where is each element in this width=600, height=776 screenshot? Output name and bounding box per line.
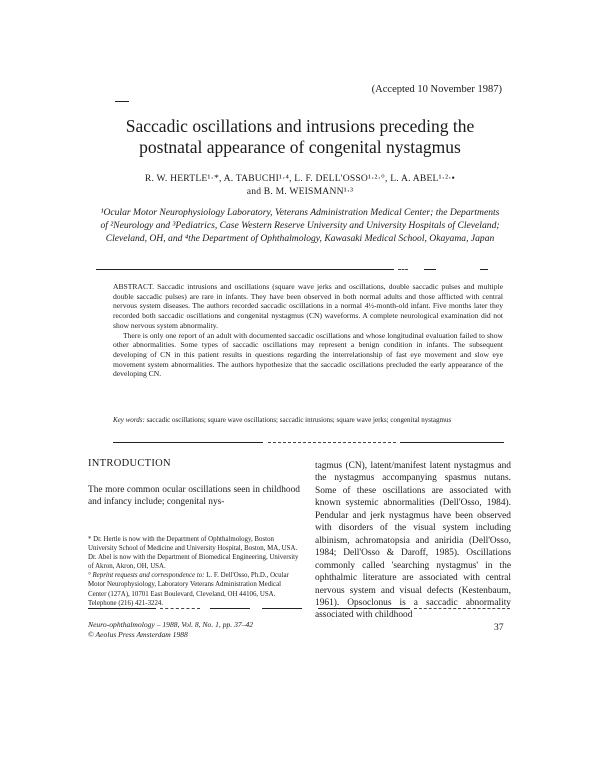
abstract-bottom-rule-end — [400, 442, 504, 443]
footnotes — [88, 535, 300, 608]
body-right-column: tagmus (CN), latent/manifest latent nystagmus and the nystagmus accompanying spasmus nutans. Some of these oscillations are associated with known systemic abnormalities (Dell'Osso, 1984). Pendular and jerk nystagmus have been observed with disorders of the visual system including albinism, achromatopsia and aniridia (Dell'Osso, 1984; Dell'Osso & Daroff, 1985). Oscillations commonly called 'searching nystagmus' in the ophthalmic literature are associated with central nervous system and visual defects (Kestenbaum, 1961). Opsoclonus is a saccadic abnormality associated with childhood — [315, 461, 511, 621]
page-bottom-rule-4 — [262, 608, 302, 609]
article-title — [80, 116, 520, 158]
authors-line-1: R. W. HERTLE¹·*, A. TABUCHI¹·⁴, L. F. DELL'OSSO¹·²·°, L. A. ABEL¹·²·• — [144, 173, 456, 184]
page-bottom-rule-6 — [414, 608, 510, 609]
section-heading-introduction: INTRODUCTION — [88, 458, 171, 469]
keywords — [113, 416, 503, 425]
page-bottom-rule-3 — [210, 608, 250, 609]
abstract-top-rule-seg — [424, 269, 436, 270]
abstract-top-rule-dash — [398, 269, 408, 270]
page-bottom-rule-5 — [318, 608, 410, 609]
journal-citation: Neuro-ophthalmology – 1988, Vol. 8, No. 1, pp. 37–42 — [88, 620, 254, 629]
title-line-1: Saccadic oscillations and intrusions preceding the — [125, 116, 475, 136]
page-bottom-rule-1 — [88, 608, 156, 609]
page-bottom-rule-2 — [160, 608, 200, 609]
abstract — [113, 282, 503, 379]
abstract-paragraph-2: There is only one report of an adult with documented saccadic oscillations and whose longitudinal evaluation failed to show other abnormalities. Some types of saccadic oscillations may represent a benign condition in infants. The subsequent developing of CN in this patient results in questions regarding the interrelationship of fast eye movement and slow eye movement system abnormalities. The authors hypothesize that the saccadic oscillations precluded the early appearance of the developing CN. — [113, 330, 503, 379]
publisher-line: © Aeolus Press Amsterdam 1988 — [88, 630, 188, 639]
authors-line-2: and B. M. WEISMANN¹·³ — [246, 186, 354, 197]
footnote-3 — [88, 571, 300, 607]
abstract-paragraph-1: ABSTRACT. Saccadic intrusions and oscillations (square wave jerks and oscillations, double saccadic pulses and multiple double saccadic pulses) are rare in infants. They have been observed in both normal adults and those afflicted with central nervous system diseases. The authors recorded saccadic oscillations in a normal 4½-month-old infant. Five months later they recorded both saccadic oscillations and congenital nystagmus (CN) waveforms. A complete neurological examination did not show nervous system abnormality. — [113, 282, 503, 330]
footnote-3-text: L. F. Dell'Osso, Ph.D., Ocular Motor Neurophysiology, Laboratory Veterans Administration Medical Center (127A), 10701 East Boulevard, Cleveland, OH 44106, USA. Telephone (216) 421-3224. — [88, 572, 289, 607]
footnote-1: * Dr. Hertle is now with the Department of Ophthalmology, Boston University School of Medicine and University Hospital, Boston, MA, USA. — [88, 536, 298, 553]
author-list — [80, 172, 520, 198]
header-rule — [115, 101, 129, 102]
footnote-3-label: ° Reprint requests and correspondence to: — [88, 572, 205, 580]
journal-footer — [88, 620, 253, 640]
footnote-2: Dr. Abel is now with the Department of Biomedical Engineering, University of Akron, Akron, OH, USA. — [88, 554, 299, 571]
title-line-2: postnatal appearance of congenital nystagmus — [139, 137, 461, 157]
page-number: 37 — [494, 622, 504, 633]
affiliations: ¹Ocular Motor Neurophysiology Laboratory, Veterans Administration Medical Center; the Departments of ²Neurology and ³Pediatrics, Case Western Reserve University and University Hospitals of Cleveland; Cleveland, OH, and ⁴the Department of Ophthalmology, Kawasaki Medical School, Okayama, Japan — [100, 207, 500, 245]
body-left-column: The more common ocular oscillations seen in childhood and infancy include; congenital nys- — [88, 485, 300, 508]
abstract-top-rule-seg2 — [480, 269, 488, 270]
abstract-top-rule — [96, 269, 394, 270]
keywords-text: saccadic oscillations; square wave oscillations; saccadic intrusions; square wave jerks; congenital nystagmus — [146, 416, 452, 424]
keywords-label: Key words: — [113, 416, 145, 424]
accepted-date: (Accepted 10 November 1987) — [371, 84, 502, 95]
abstract-bottom-rule-dash — [268, 442, 396, 443]
abstract-bottom-rule — [113, 442, 263, 443]
